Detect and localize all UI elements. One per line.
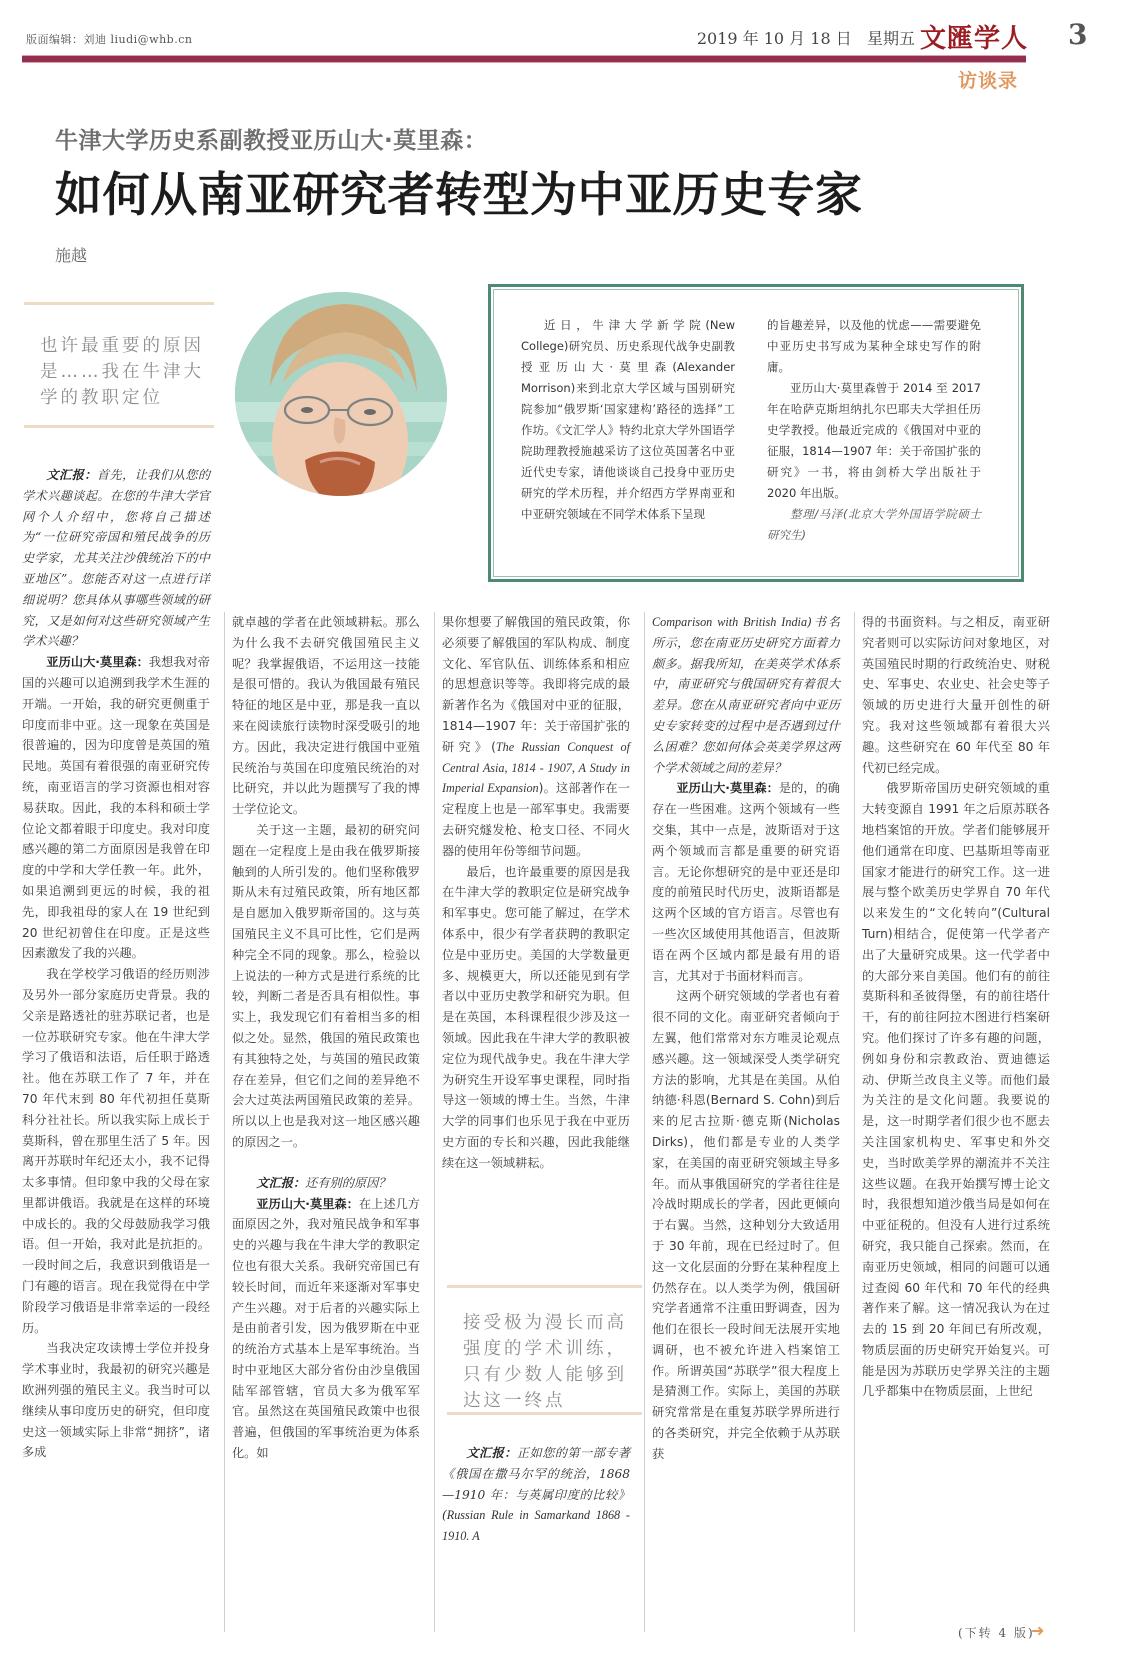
question-paragraph — [232, 1173, 420, 1194]
question-paragraph-continued — [652, 612, 840, 778]
body-paragraph: 俄罗斯帝国历史研究领域的重大转变源自 1991 年之后原苏联各地档案馆的开放。学者们能够展开他们通常在印度、巴基斯坦等南亚国家才能进行的研究工作。这一进展与整个欧美历史学界自 70 年代以来发生的“文化转向”(Cultural Turn)相结合，促使第一代学者产出了大量研究成果。这一代学者中的大部分来自美国。他们有的前往莫斯科和圣彼得堡，有的前往塔什干，有的前往阿拉木图进行档案研究。他们探讨了许多有趣的问题，例如身份和宗教政治、贾迪德运动、伊斯兰改良主义等。而他们最为关注的是文化问题。我要说的是，这一时期学者们很少也不愿去关注国家机构史、军事史和外交史，当时欧美学界的潮流并不关注这些议题。在我开始撰写博士论文时，我很想知道沙俄当局是如何在中亚征税的。但没有人进行过系统研究，我只能自己探索。然而，在南亚历史领域，相同的问题可以通过查阅 60 年代和 70 年代的经典著作来了解。这一情况我认为在过去的 15 到 20 年间已有所改观，物质层面的历史研究开始复兴。可能是因为苏联历史学界关注的主题几乎都集中在物质层面，上世纪 — [862, 781, 1050, 1399]
answer-text: 我想我对帝国的兴趣可以追溯到我学术生涯的开端。一开始，我的研究更侧重于印度而非中亚。这一现象在英国是很普遍的，因为印度曾是英国的殖民地。英国有着很强的南亚研究传统，南亚语言的学习资源也相对容易获取。因此，我的本科和硕士学位论文都着眼于印度史。我对印度感兴趣的第二方面原因是我曾在印度的中学和大学任教一年。此外，如果追溯到更远的时候，我的祖先，即我祖母的家人在 19 世纪到 20 世纪初曾住在印度。正是这些因素激发了我的兴趣。 — [22, 655, 210, 961]
pull-quote-text: 接受极为漫长而高强度的学术训练，只有少数人能够到达这一终点 — [463, 1313, 627, 1411]
book-title-english: Russian Rule in Samarkand 1868 - 1910. A — [442, 1508, 630, 1544]
answer-text: 是的，的确存在一些困难。这两个领域有一些交集，其中一点是，波斯语对于这两个领域而言都是重要的研究语言。无论你想研究的是中亚还是印度的前殖民时代历史，波斯语都是这两个区域的官方语言。尽管也有一些次区域使用其他语言，但波斯语在两个区域内都是最有用的语言，尤其对于书面材料而言。 — [652, 781, 840, 983]
continued-on-page-link[interactable]: (下转 4 版) — [958, 1626, 1035, 1640]
book-title-english: Comparison with British India — [652, 615, 808, 629]
answer-paragraph — [652, 778, 840, 986]
body-column-2 — [232, 612, 420, 1464]
body-paragraph: 最后，也许最重要的原因是我在牛津大学的教职定位是研究战争和军事史。您可能了解过，在学术体系中，很少有学者获聘的教职定位是中亚历史。美国的大学数量更多、规模更大，所以还能见到有学者以中亚历史教学和研究为职。但是在英国，本科课程很少涉及这一领域。因此我在牛津大学的教职被定位为现代战争史。我在牛津大学为研究生开设军事史课程，同时指导这一领域的博士生。当然，牛津大学的同事们也乐见于我在中亚历史方面的专长和兴趣，因此我能继续在这一领域耕耘。 — [442, 864, 630, 1170]
answer-label: 亚历山大·莫里森： — [46, 655, 149, 670]
article-headline: 如何从南亚研究者转型为中亚历史专家 — [55, 168, 863, 223]
body-column-5 — [862, 612, 1050, 1402]
intro-bio: 亚历山大·莫里森曾于 2014 至 2017 年在哈萨克斯坦纳扎尔巴耶夫大学担任历史学教授。他最近完成的《俄国对中亚的征服，1814—1907 年：关于帝国扩张的研究》一书，将由剑桥大学出版社于 2020 年出版。 — [767, 381, 981, 500]
issue-weekday: 星期五 — [866, 29, 915, 48]
question-label: 文汇报： — [256, 1175, 306, 1190]
body-column-3 — [442, 612, 630, 1174]
answer-paragraph — [232, 1194, 420, 1464]
book-title-english: The Russian Conquest of Central Asia, 1814 - 1907, A Study in Imperial Expansion — [442, 739, 630, 796]
dateline — [697, 26, 915, 49]
column-divider — [434, 612, 435, 1632]
body-column-4 — [652, 612, 840, 1465]
question-label: 文汇报： — [466, 1446, 517, 1460]
section-label: 访谈录 — [958, 70, 1019, 92]
question-paragraph — [22, 465, 210, 652]
question-text: 正如您的第一部专著《俄国在撒马尔罕的统治，1868—1910 年：与英属印度的比较》( — [442, 1446, 631, 1523]
pull-quote-text: 也许最重要的原因是……我在牛津大学的教职定位 — [40, 336, 204, 408]
question-text: 首先，让我们从您的学术兴趣谈起。在您的牛津大学官网个人介绍中，您将自己描述为“一位研究帝国和殖民战争的历史学家，尤其关注沙俄统治下的中亚地区”。您能否对这一点进行详细说明？您具体从事哪些领域的研究，又是如何对这些研究领域产生学术兴趣？ — [22, 468, 211, 649]
text-span: 果你想要了解俄国的殖民政策，你必须要了解俄国的军队构成、制度文化、军官队伍、训练体系和相应的思想意识等等。我即将完成的最新著作名为《俄国对中亚的征服，1814—1907 年：关于帝国扩张的研究》( — [442, 615, 630, 754]
question-text: 还有别的原因？ — [305, 1175, 391, 1190]
body-paragraph-continued: 得的书面资料。与之相反，南亚研究者则可以实际访问对象地区，对英国殖民时期的行政统治史、财税史、军事史、农业史、社会史等子领域的历史进行大量开创性的研究。我对这些领域都有着很大兴趣。这些研究在 60 年代至 80 年代初已经完成。 — [862, 615, 1050, 775]
issue-date: 2019 年 10 月 18 日 — [696, 29, 852, 48]
intro-paragraph-continued: 的旨趣差异，以及他的忧虑——需要避免中亚历史书写成为某种全球史写作的附庸。 — [767, 318, 981, 374]
body-paragraph: 这两个研究领域的学者也有着很不同的文化。南亚研究者倾向于左翼，他们常常对东方唯灵论观点感兴趣。这一领域深受人类学研究方法的影响，尤其是在美国。从伯纳德·科恩(Bernard S. Cohn)到后来的尼古拉斯·德克斯(Nicholas Dirks)，他们都是专业的人类学家，在美国的南亚研究领域主导多年。而从事俄国研究的学者往往是冷战时期成长的学者，因此更倾向于右翼。当然，这种划分大致适用于 30 年前，现在已经过时了。但这一文化层面的分野在某种程度上仍然存在。以人类学为例，俄国研究学者通常不注重田野调查，因为他们在很长一段时间无法展开实地调研，也不被允许进入档案馆工作。所谓英国“苏联学”很大程度上是猜测工作。实际上，美国的苏联研究常常是在重复苏联学界所进行的各类研究，并完全依赖于从苏联获 — [652, 989, 840, 1461]
spacer — [232, 1153, 420, 1173]
body-column-3-lower — [442, 1443, 630, 1547]
article-byline: 施越 — [55, 246, 88, 265]
pull-quote — [447, 1285, 642, 1415]
answer-text: 在上述几方面原因之外，我对殖民战争和军事史的兴趣与我在牛津大学的教职定位也有很大关系。我研究帝国已有较长时间，而近年来逐渐对军事史产生兴趣。对于后者的兴趣实际上是由前者引发，因为俄罗斯在中亚的统治方式基本上是军事统治。当时中亚地区大部分省份由沙皇俄国陆军部管辖，官员大多为俄军军官。虽然这在英国殖民政策中也很普遍，但俄国的军事统治更为体系化。如 — [232, 1196, 420, 1461]
text-span: )。这部著作在一定程度上也是一部军事史。我需要去研究燧发枪、枪支口径、不同火器的使用年份等细节问题。 — [442, 781, 630, 858]
portrait-photo — [235, 292, 447, 496]
column-divider — [644, 612, 645, 1632]
intro-column-1 — [521, 315, 735, 525]
body-paragraph-continued: 就卓越的学者在此领域耕耘。那么为什么我不去研究俄国殖民主义呢？我掌握俄语，不运用这一技能是很可惜的。我认为俄国最有殖民特征的地区是中亚，那是我一直以来在阅读旅行读物时深受吸引的地方。因此，我决定进行俄国中亚殖民统治与英国在印度殖民统治的对比研究，并以此为题撰写了我的博士学位论文。 — [232, 615, 420, 817]
article-kicker: 牛津大学历史系副教授亚历山大·莫里森： — [55, 128, 488, 154]
question-paragraph — [442, 1443, 630, 1547]
column-divider — [854, 612, 855, 1632]
intro-paragraph: 近日，牛津大学新学院(New College)研究员、历史系现代战争史副教授亚历山大·莫里森(Alexander Morrison)来到北京大学区域与国别研究院参加“俄罗斯‘国家建构’路径的选择”工作坊。《文汇学人》特约北京大学外国语学院助理教授施越采访了这位英国著名中亚近代史专家，请他谈谈自己投身中亚历史研究的学术历程，并介绍西方学界南亚和中亚研究领域在不同学术体系下呈现 — [521, 318, 735, 521]
answer-paragraph — [22, 652, 210, 964]
intro-box — [488, 284, 1024, 582]
intro-column-2 — [767, 315, 981, 546]
brand-logo: 文匯学人 — [920, 24, 1029, 54]
page-editor-credit: 版面编辑：刘迪 liudi@whb.cn — [26, 33, 193, 46]
body-paragraph: 关于这一主题，最初的研究问题在一定程度上是由我在俄罗斯接触到的人所引发的。他们坚称俄罗斯从未有过殖民政策，所有地区都是自愿加入俄罗斯帝国的。这与英国殖民主义不具可比性，它们是两种完全不同的现象。那么，检验以上说法的一种方式是进行系统的比较，判断二者是否具有相似性。事实上，我发现它们有着相当多的相似之处。显然，俄国的殖民政策也有其独特之处，与英国的殖民政策存在差异，但它们之间的差异绝不会大过英法两国殖民政策的差异。所以以上也是我对这一地区感兴趣的原因之一。 — [232, 822, 420, 1149]
body-column-1 — [22, 465, 210, 1463]
intro-credit: 整理/马泽(北京大学外国语学院硕士研究生) — [767, 507, 981, 542]
portrait-illustration — [235, 292, 447, 496]
masthead-rule — [22, 55, 1026, 63]
body-paragraph: 我在学校学习俄语的经历则涉及另外一部分家庭历史背景。我的父亲是路透社的驻苏联记者，也是一位苏联研究专家。他在牛津大学学习了俄语和法语，后任职于路透社。他在苏联工作了 7 年，并在 70 年代末到 80 年代初担任莫斯科分社社长。所以我实际上成长于莫斯科，曾在那里生活了 5 年。因离开苏联时年纪还太小，我不记得太多事情。但印象中我的父母在家里都讲俄语。我就是在这样的环境中成长的。我的父母鼓励我学习俄语。但一开始，我对此是抗拒的。一段时间之后，我意识到俄语是一门有趣的语言。现在我觉得在中学阶段学习俄语是非常幸运的一段经历。 — [22, 967, 210, 1335]
page-number: 3 — [1068, 18, 1088, 51]
column-divider — [224, 612, 225, 1632]
answer-label: 亚历山大·莫里森： — [676, 781, 779, 796]
question-label: 文汇报： — [46, 468, 97, 482]
pull-quote — [24, 302, 214, 428]
arrow-right-icon: ➜ — [1031, 1621, 1045, 1640]
body-paragraph-continued — [442, 612, 630, 862]
question-text: )书名所示，您在南亚历史研究方面着力颇多。据我所知，在美英学术体系中，南亚研究与俄国研究有着很大差异。您在从南亚研究者向中亚历史专家转变的过程中是否遇到过什么困难？您如何体会英美学界这两个学术领域之间的差异？ — [652, 615, 840, 775]
body-paragraph: 当我决定攻读博士学位并投身学术事业时，我最初的研究兴趣是欧洲列强的殖民主义。我当时可以继续从事印度历史的研究，但印度史这一领域实际上非常“拥挤”，诸多成 — [22, 1341, 210, 1460]
answer-label: 亚历山大·莫里森： — [256, 1196, 359, 1211]
